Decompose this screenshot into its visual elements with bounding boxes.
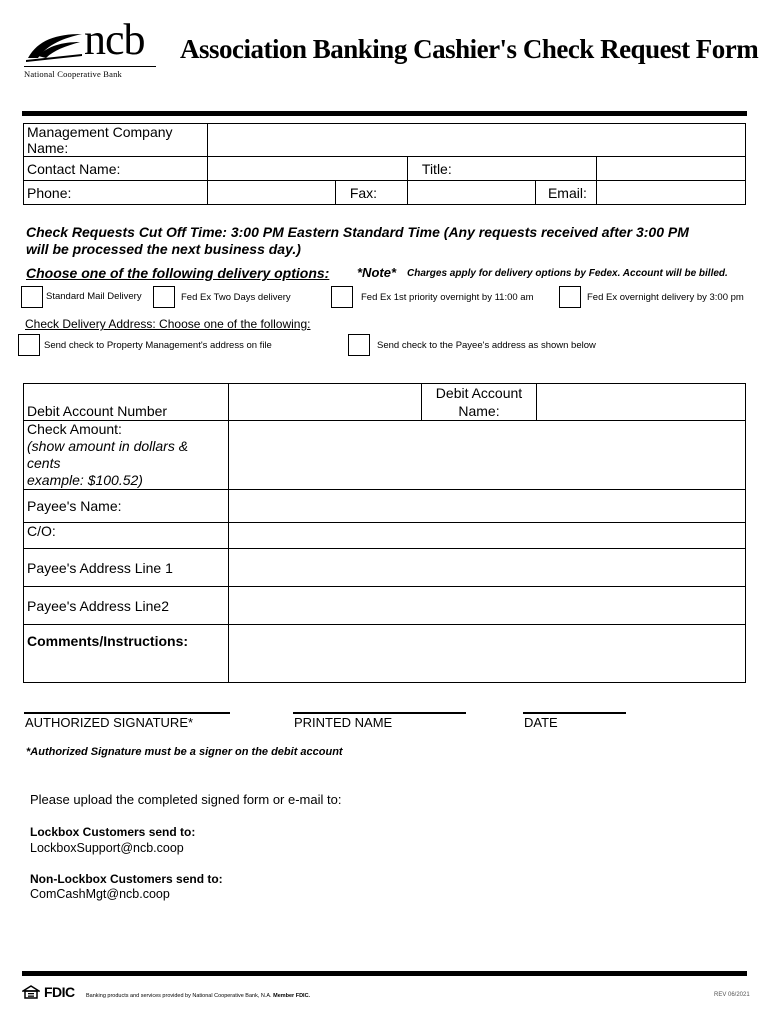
payee-address-2-label: Payee's Address Line2: [24, 587, 229, 625]
comments-field[interactable]: [229, 625, 746, 683]
fedex-two-days-label: Fed Ex Two Days delivery: [181, 292, 291, 303]
fdic-logo: FDIC: [44, 984, 75, 1000]
revision-label: REV 06/2021: [714, 992, 750, 998]
cutoff-line-2: will be processed the next business day.): [26, 241, 301, 257]
check-details-table: [23, 383, 746, 683]
fax-label: Fax:: [335, 181, 407, 205]
note-text: Charges apply for delivery options by Fedex. Account will be billed.: [407, 268, 728, 279]
lockbox-email[interactable]: LockboxSupport@ncb.coop: [30, 841, 184, 855]
title-label: Title:: [407, 157, 596, 181]
title-field[interactable]: [596, 157, 745, 181]
management-company-label: Management Company Name:: [24, 124, 208, 157]
cutoff-line-1: Check Requests Cut Off Time: 3:00 PM Eastern Standard Time (Any requests received after 3:00 PM: [26, 224, 689, 240]
co-field[interactable]: [229, 523, 746, 549]
payee-name-field[interactable]: [229, 490, 746, 523]
address-heading: Check Delivery Address: Choose one of the following:: [25, 317, 311, 331]
payee-address-1-label: Payee's Address Line 1: [24, 549, 229, 587]
footer-disclaimer: Banking products and services provided by National Cooperative Bank, N.A. Member FDIC.: [86, 993, 311, 999]
upload-intro: Please upload the completed signed form or e-mail to:: [30, 792, 342, 807]
contact-name-field[interactable]: [207, 157, 407, 181]
payee-address-2-field[interactable]: [229, 587, 746, 625]
standard-mail-label: Standard Mail Delivery: [46, 291, 142, 302]
payee-address-1-field[interactable]: [229, 549, 746, 587]
ncb-logo-swoosh-icon: [24, 30, 84, 62]
contact-table: [23, 123, 746, 205]
debit-account-number-field[interactable]: [229, 384, 422, 421]
email-field[interactable]: [596, 181, 745, 205]
debit-account-name-field[interactable]: [537, 384, 746, 421]
check-amount-field[interactable]: [229, 421, 746, 490]
signature-note: *Authorized Signature must be a signer on the debit account: [26, 746, 343, 758]
lockbox-heading: Lockbox Customers send to:: [30, 825, 196, 839]
printed-name-line[interactable]: [293, 712, 466, 714]
fedex-priority-checkbox[interactable]: [331, 286, 353, 308]
property-management-address-checkbox[interactable]: [18, 334, 40, 356]
fedex-overnight-label: Fed Ex overnight delivery by 3:00 pm: [587, 292, 744, 303]
equal-housing-lender-icon: [22, 985, 40, 999]
authorized-signature-line[interactable]: [24, 712, 230, 714]
fedex-priority-label: Fed Ex 1st priority overnight by 11:00 am: [361, 292, 534, 303]
check-amount-label-cell: Check Amount: (show amount in dollars & cents example: $100.52): [24, 421, 229, 490]
delivery-heading: Choose one of the following delivery options:: [26, 265, 330, 281]
payee-name-label: Payee's Name:: [24, 490, 229, 523]
email-label: Email:: [535, 181, 596, 205]
printed-name-label: PRINTED NAME: [294, 715, 393, 730]
payee-address-label: Send check to the Payee's address as shown below: [377, 340, 596, 351]
debit-account-number-label: Debit Account Number: [24, 384, 229, 421]
note-label: *Note*: [357, 265, 397, 280]
logo-subtitle: National Cooperative Bank: [24, 66, 156, 79]
logo-text: ncb: [84, 15, 145, 64]
co-label: C/O:: [24, 523, 229, 549]
header-rule: [22, 111, 747, 116]
management-company-field[interactable]: [207, 124, 745, 157]
fedex-two-days-checkbox[interactable]: [153, 286, 175, 308]
contact-name-label: Contact Name:: [24, 157, 208, 181]
standard-mail-checkbox[interactable]: [21, 286, 43, 308]
fedex-overnight-checkbox[interactable]: [559, 286, 581, 308]
authorized-signature-label: AUTHORIZED SIGNATURE*: [25, 715, 194, 730]
comments-label: Comments/Instructions:: [24, 625, 229, 683]
nonlockbox-heading: Non-Lockbox Customers send to:: [30, 872, 223, 886]
nonlockbox-email[interactable]: ComCashMgt@ncb.coop: [30, 887, 170, 901]
fax-field[interactable]: [407, 181, 535, 205]
phone-field[interactable]: [207, 181, 335, 205]
footer-rule: [22, 971, 747, 976]
date-line[interactable]: [523, 712, 626, 714]
date-label: DATE: [524, 715, 558, 730]
debit-account-name-label: Debit Account Name:: [422, 384, 537, 421]
form-title: Association Banking Cashier's Check Request Form: [180, 34, 759, 64]
phone-label: Phone:: [24, 181, 208, 205]
payee-address-checkbox[interactable]: [348, 334, 370, 356]
property-management-address-label: Send check to Property Management's address on file: [44, 340, 272, 351]
